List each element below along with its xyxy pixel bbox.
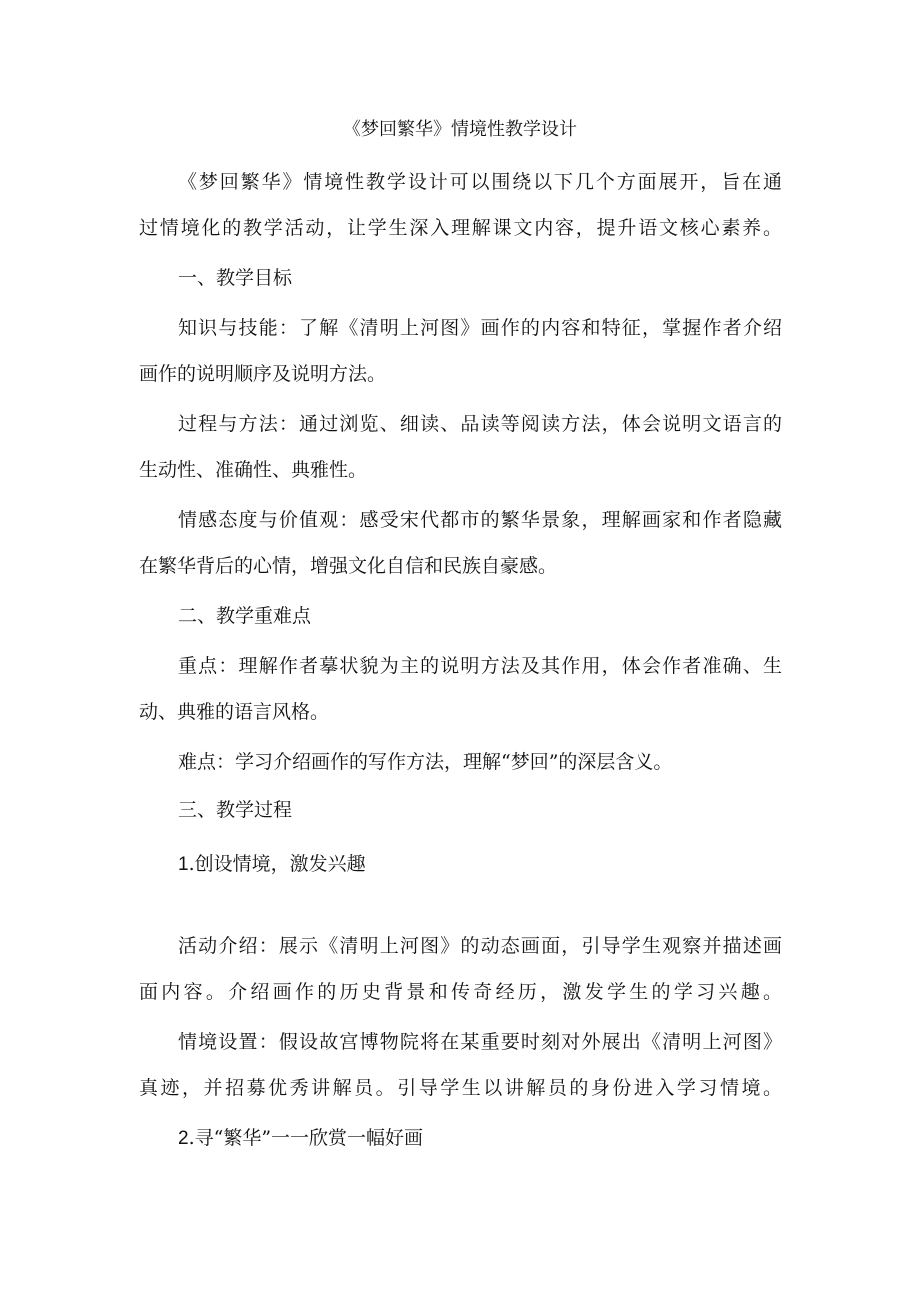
step-2-heading — [178, 1126, 423, 1151]
scenario-line-2: 真迹，并招募优秀讲解员。引导学生以讲解员的身份进入学习情境。 — [139, 1077, 782, 1099]
step-2-number: 2 — [178, 1128, 189, 1149]
activity-line-2: 面内容。介绍画作的历史背景和传奇经历，激发学生的学习兴趣。 — [139, 981, 782, 1003]
step-1-number: 1 — [178, 854, 189, 875]
process-line-1: 过程与方法：通过浏览、细读、品读等阅读方法，体会说明文语言的 — [178, 413, 782, 435]
section-2-heading: 二、教学重难点 — [178, 605, 312, 627]
intro-line-2: 过情境化的教学活动，让学生深入理解课文内容，提升语文核心素养。 — [139, 217, 782, 239]
activity-line-1: 活动介绍：展示《清明上河图》的动态画面，引导学生观察并描述画 — [178, 935, 782, 957]
section-3-heading: 三、教学过程 — [178, 799, 293, 821]
process-line-2: 生动性、准确性、典雅性。 — [139, 459, 368, 481]
step-1-heading — [178, 852, 366, 877]
difficult-point-line: 难点：学习介绍画作的写作方法，理解“梦回”的深层含义。 — [178, 751, 673, 773]
emotion-line-2: 在繁华背后的心情，增强文化自信和民族自豪感。 — [139, 555, 558, 577]
scenario-line-1: 情境设置：假设故宫博物院将在某重要时刻对外展出《清明上河图》 — [178, 1031, 782, 1053]
knowledge-line-1: 知识与技能：了解《清明上河图》画作的内容和特征，掌握作者介绍 — [178, 317, 782, 339]
section-1-heading: 一、教学目标 — [178, 267, 293, 289]
emotion-line-1: 情感态度与价值观：感受宋代都市的繁华景象，理解画家和作者隐藏 — [178, 509, 782, 531]
knowledge-line-2: 画作的说明顺序及说明方法。 — [139, 363, 387, 385]
document-title: 《梦回繁华》情境性教学设计 — [343, 119, 577, 140]
key-point-line-1: 重点：理解作者摹状貌为主的说明方法及其作用，体会作者准确、生 — [178, 655, 782, 677]
step-1-label: .创设情境，激发兴趣 — [188, 853, 366, 875]
intro-line-1: 《梦回繁华》情境性教学设计可以围绕以下几个方面展开，旨在通 — [178, 171, 782, 193]
step-2-label: .寻“繁华”一一欣赏一幅好画 — [188, 1127, 424, 1149]
key-point-line-2: 动、典雅的语言风格。 — [139, 701, 330, 723]
